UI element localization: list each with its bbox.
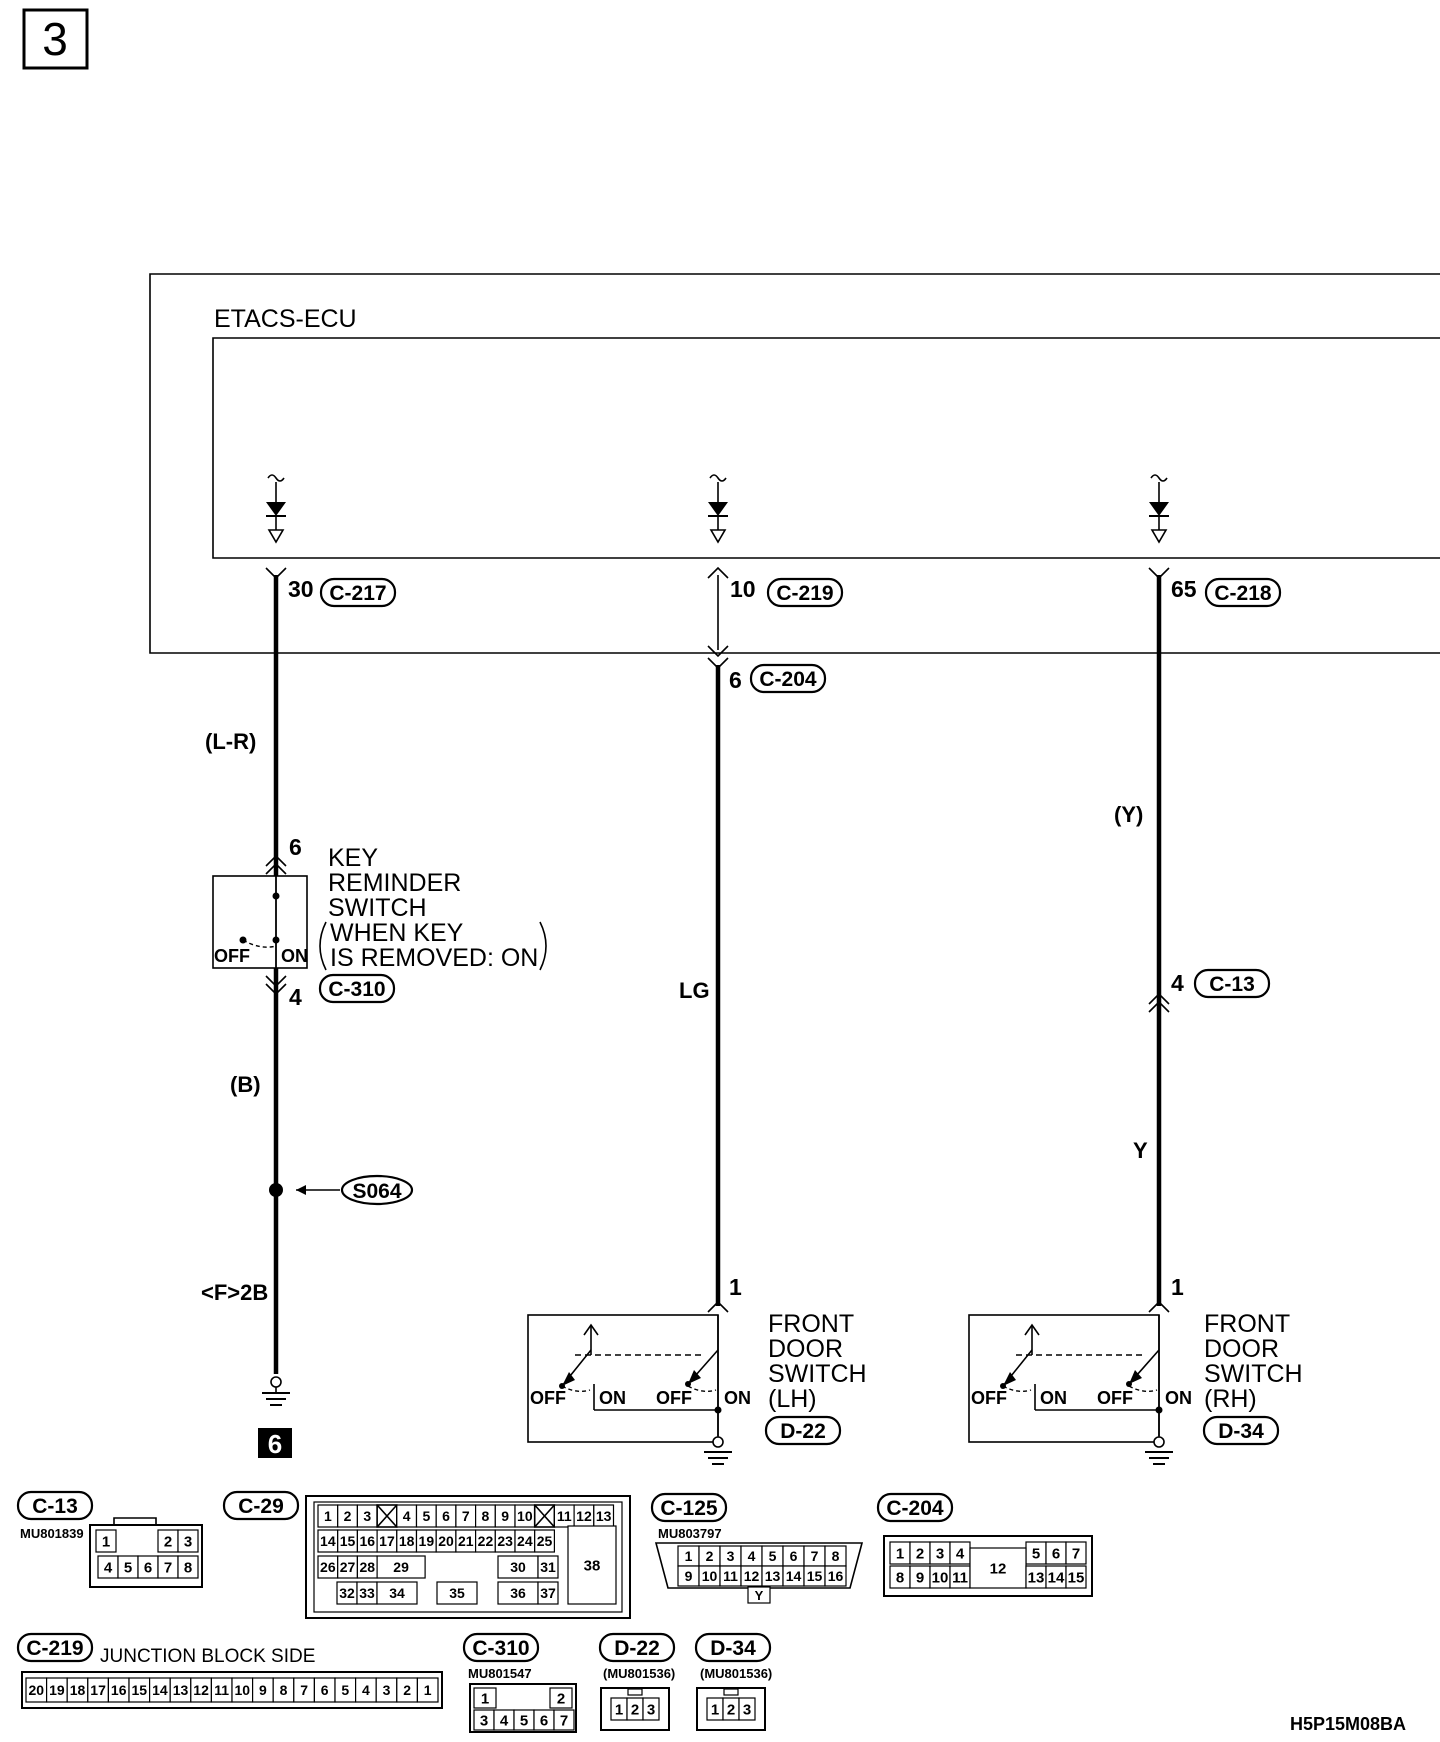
pin-label: 18 <box>69 1682 86 1699</box>
svg-text:C-204: C-204 <box>759 668 817 691</box>
pin-label: 15 <box>806 1568 823 1585</box>
pin-label: 3 <box>183 1533 193 1551</box>
svg-text:1: 1 <box>729 1274 742 1300</box>
pin-label: 8 <box>183 1559 193 1577</box>
pin-label: 12 <box>193 1682 209 1699</box>
pin-label: 3 <box>479 1712 489 1730</box>
ground-ref: 6 <box>267 1429 283 1459</box>
connector-view-c13 <box>18 1492 202 1587</box>
pin-label: 16 <box>110 1682 127 1699</box>
svg-text:OFF: OFF <box>656 1388 692 1408</box>
svg-text:6: 6 <box>289 834 302 860</box>
pin-label: 8 <box>831 1548 840 1565</box>
svg-text:MU801839: MU801839 <box>20 1526 84 1541</box>
connector-view-c310 <box>464 1634 576 1732</box>
svg-text:C-13: C-13 <box>1209 973 1255 996</box>
svg-text:S064: S064 <box>352 1180 402 1203</box>
svg-text:C-219: C-219 <box>776 582 834 605</box>
pin-label: 25 <box>536 1533 553 1550</box>
pin-label: 12 <box>989 1560 1007 1578</box>
connector-view-c125 <box>652 1494 862 1603</box>
pin-label: 30 <box>510 1559 526 1576</box>
svg-text:D-34: D-34 <box>710 1637 756 1660</box>
wire-color-lr: (L-R) <box>205 729 257 754</box>
pin-label: 1 <box>480 1690 490 1708</box>
svg-text:ON: ON <box>1165 1388 1192 1408</box>
pin-label: 1 <box>710 1701 720 1719</box>
pin-label: 20 <box>28 1682 45 1699</box>
pin-label: 22 <box>477 1533 494 1550</box>
pin-label: 11 <box>952 1569 968 1587</box>
pin-label: 27 <box>339 1559 356 1576</box>
svg-text:DOOR: DOOR <box>1204 1335 1279 1363</box>
pin-label: 17 <box>379 1533 395 1550</box>
front-door-switch-lh <box>528 1274 867 1464</box>
pin-label: 18 <box>398 1533 415 1550</box>
svg-text:(MU801536): (MU801536) <box>700 1666 773 1681</box>
svg-text:10: 10 <box>730 576 756 602</box>
terminal-label-30 <box>288 576 395 606</box>
svg-text:SWITCH: SWITCH <box>328 894 427 922</box>
pin-label: 15 <box>339 1533 356 1550</box>
svg-text:C-125: C-125 <box>660 1497 718 1520</box>
pin-label: 7 <box>300 1682 308 1699</box>
svg-text:OFF: OFF <box>971 1388 1007 1408</box>
pin-label: 33 <box>359 1585 375 1602</box>
pin-label: 11 <box>214 1682 230 1699</box>
connector-view-d34 <box>696 1634 772 1730</box>
pin-label: 9 <box>501 1508 510 1525</box>
pin-label: 15 <box>131 1682 148 1699</box>
connector-view-c204 <box>878 1494 1092 1596</box>
ecu-input-diode-2 <box>708 475 728 542</box>
pin-label: 17 <box>90 1682 106 1699</box>
pin-label: 26 <box>320 1559 336 1576</box>
pin-label: 13 <box>595 1508 612 1525</box>
pin-label: 14 <box>152 1682 168 1699</box>
svg-text:D-34: D-34 <box>1218 1420 1264 1443</box>
pin-label: 32 <box>339 1585 355 1602</box>
svg-text:C-219: C-219 <box>26 1637 84 1660</box>
pin-label: 7 <box>559 1712 569 1730</box>
pin-label: 24 <box>517 1533 533 1550</box>
svg-text:IS REMOVED: ON: IS REMOVED: ON <box>330 944 539 972</box>
pin-label: 6 <box>143 1559 153 1577</box>
pin-label: 19 <box>49 1682 65 1699</box>
pin-label: 8 <box>481 1508 490 1525</box>
pin-label: 8 <box>895 1569 905 1587</box>
svg-text:OFF: OFF <box>214 946 250 966</box>
pin-label: 34 <box>389 1585 405 1602</box>
figure-code: H5P15M08BA <box>1290 1714 1407 1734</box>
connector-view-c29 <box>224 1492 630 1618</box>
pin-label: 12 <box>743 1568 760 1585</box>
pin-label: 11 <box>556 1508 572 1525</box>
svg-text:65: 65 <box>1171 576 1197 602</box>
svg-text:(MU801536): (MU801536) <box>603 1666 676 1681</box>
svg-text:C-310: C-310 <box>472 1637 530 1660</box>
pin-label: 13 <box>1027 1569 1045 1587</box>
pin-label: 7 <box>163 1559 173 1577</box>
pin-label: 4 <box>402 1508 411 1525</box>
pin-label: 23 <box>497 1533 513 1550</box>
pin-label: 38 <box>583 1557 601 1575</box>
terminal-label-65 <box>1171 576 1280 606</box>
pin-label: 5 <box>422 1508 431 1525</box>
pin-label: 36 <box>510 1585 526 1602</box>
key-reminder-switch <box>213 834 546 1010</box>
svg-text:FRONT: FRONT <box>768 1310 855 1338</box>
svg-text:ON: ON <box>724 1388 751 1408</box>
pin-label: 7 <box>1071 1545 1081 1563</box>
pin-label: 3 <box>382 1682 391 1699</box>
pin-label: 5 <box>341 1682 350 1699</box>
pin-label: 4 <box>103 1559 113 1577</box>
pin-label: 10 <box>931 1569 949 1587</box>
ground-label: <F>2B <box>201 1280 269 1305</box>
svg-text:(LH): (LH) <box>768 1385 817 1413</box>
svg-text:Y: Y <box>754 1588 764 1603</box>
pin-label: 11 <box>723 1568 738 1585</box>
pin-label: 6 <box>320 1682 329 1699</box>
svg-text:OFF: OFF <box>530 1388 566 1408</box>
pin-label: 5 <box>519 1712 529 1730</box>
pin-label: 29 <box>393 1559 409 1576</box>
pin-label: 37 <box>540 1585 556 1602</box>
ground-6 <box>201 1280 292 1459</box>
svg-text:D-22: D-22 <box>780 1420 826 1443</box>
svg-text:4: 4 <box>289 984 302 1010</box>
svg-text:MU801547: MU801547 <box>468 1666 532 1681</box>
pin-label: 15 <box>1067 1569 1085 1587</box>
pin-label: 4 <box>499 1712 509 1730</box>
svg-text:OFF: OFF <box>1097 1388 1133 1408</box>
wire-color-b: (B) <box>230 1072 261 1097</box>
pin-label: 1 <box>423 1682 432 1699</box>
page-number: 3 <box>42 13 68 65</box>
svg-text:D-22: D-22 <box>614 1637 660 1660</box>
pin-label: 6 <box>442 1508 450 1525</box>
pin-label: 1 <box>101 1533 111 1551</box>
pin-label: 7 <box>461 1508 470 1525</box>
pin-label: 14 <box>320 1533 336 1550</box>
pin-label: 13 <box>172 1682 189 1699</box>
wire-color-y-paren: (Y) <box>1114 802 1144 827</box>
pin-label: 1 <box>614 1701 624 1719</box>
pin-label: 20 <box>438 1533 454 1550</box>
svg-text:REMINDER: REMINDER <box>328 869 462 897</box>
terminal-label-c204 <box>729 665 825 693</box>
pin-label: 2 <box>403 1682 411 1699</box>
pin-label: 7 <box>810 1548 819 1565</box>
pin-label: 3 <box>646 1701 656 1719</box>
pin-label: 1 <box>684 1548 693 1565</box>
connector-view-c219 <box>18 1634 442 1708</box>
pin-label: 10 <box>234 1682 251 1699</box>
svg-text:MU803797: MU803797 <box>658 1526 722 1541</box>
ecu-input-diode-3 <box>1149 475 1169 542</box>
svg-text:C-217: C-217 <box>329 582 387 605</box>
pin-label: 16 <box>359 1533 376 1550</box>
pin-label: 3 <box>363 1508 372 1525</box>
ecu-label: ETACS-ECU <box>214 305 357 333</box>
svg-text:ON: ON <box>281 946 308 966</box>
pin-label: 14 <box>1047 1569 1065 1587</box>
pin-label: 5 <box>768 1548 777 1565</box>
pin-label: 3 <box>742 1701 752 1719</box>
svg-text:C-204: C-204 <box>886 1497 944 1520</box>
svg-text:SWITCH: SWITCH <box>768 1360 867 1388</box>
svg-text:JUNCTION BLOCK SIDE: JUNCTION BLOCK SIDE <box>100 1646 316 1667</box>
pin-label: 6 <box>1051 1545 1061 1563</box>
pin-label: 8 <box>279 1682 288 1699</box>
pin-label: 13 <box>764 1568 781 1585</box>
pin-label: 1 <box>895 1545 905 1563</box>
pin-label: 9 <box>259 1682 267 1699</box>
pin-label: 2 <box>556 1690 566 1708</box>
pin-label: 6 <box>789 1548 798 1565</box>
pin-label: 1 <box>323 1508 332 1525</box>
svg-text:C-310: C-310 <box>328 978 386 1001</box>
pin-label: 3 <box>935 1545 945 1563</box>
splice-s064 <box>269 1176 412 1204</box>
pin-label: 19 <box>418 1533 435 1550</box>
pin-label: 9 <box>915 1569 925 1587</box>
pin-label: 4 <box>747 1548 756 1565</box>
pin-label: 31 <box>540 1559 556 1576</box>
svg-text:1: 1 <box>1171 1274 1184 1300</box>
svg-text:4: 4 <box>1171 970 1184 996</box>
svg-text:FRONT: FRONT <box>1204 1310 1291 1338</box>
pin-label: 21 <box>457 1533 474 1550</box>
page-number-box <box>24 10 87 68</box>
pin-label: 4 <box>362 1682 370 1699</box>
svg-text:C-218: C-218 <box>1214 582 1272 605</box>
wire-color-y: Y <box>1133 1138 1148 1163</box>
pin-label: 9 <box>684 1568 693 1585</box>
pin-label: 35 <box>449 1585 465 1602</box>
terminal-label-10 <box>730 576 842 606</box>
pin-label: 12 <box>576 1508 592 1525</box>
wire-color-lg: LG <box>679 978 710 1003</box>
pin-label: 2 <box>705 1548 714 1565</box>
pin-label: 14 <box>785 1568 802 1585</box>
pin-label: 5 <box>1031 1545 1041 1563</box>
pin-label: 6 <box>539 1712 549 1730</box>
svg-text:6: 6 <box>729 667 742 693</box>
svg-text:ON: ON <box>599 1388 626 1408</box>
ecu-input-diode-1 <box>266 475 286 542</box>
pin-label: 3 <box>726 1548 735 1565</box>
pin-label: 2 <box>915 1545 925 1563</box>
svg-text:KEY: KEY <box>328 844 379 872</box>
svg-text:ON: ON <box>1040 1388 1067 1408</box>
svg-text:30: 30 <box>288 576 314 602</box>
svg-text:DOOR: DOOR <box>768 1335 843 1363</box>
pin-label: 2 <box>163 1533 173 1551</box>
pin-label: 2 <box>726 1701 736 1719</box>
svg-text:(RH): (RH) <box>1204 1385 1257 1413</box>
pin-label: 2 <box>630 1701 640 1719</box>
connector-view-d22 <box>600 1634 675 1730</box>
svg-text:C-29: C-29 <box>238 1495 284 1518</box>
svg-text:C-13: C-13 <box>32 1495 78 1518</box>
pin-label: 28 <box>359 1559 376 1576</box>
svg-text:WHEN KEY: WHEN KEY <box>330 919 464 947</box>
front-door-switch-rh <box>969 1274 1303 1464</box>
pin-label: 4 <box>955 1545 965 1563</box>
pin-label: 16 <box>827 1568 844 1585</box>
svg-text:SWITCH: SWITCH <box>1204 1360 1303 1388</box>
c13-junction <box>1149 970 1269 1012</box>
pin-label: 5 <box>123 1559 133 1577</box>
pin-label: 10 <box>701 1568 718 1585</box>
pin-label: 10 <box>517 1508 533 1525</box>
pin-label: 2 <box>343 1508 352 1525</box>
